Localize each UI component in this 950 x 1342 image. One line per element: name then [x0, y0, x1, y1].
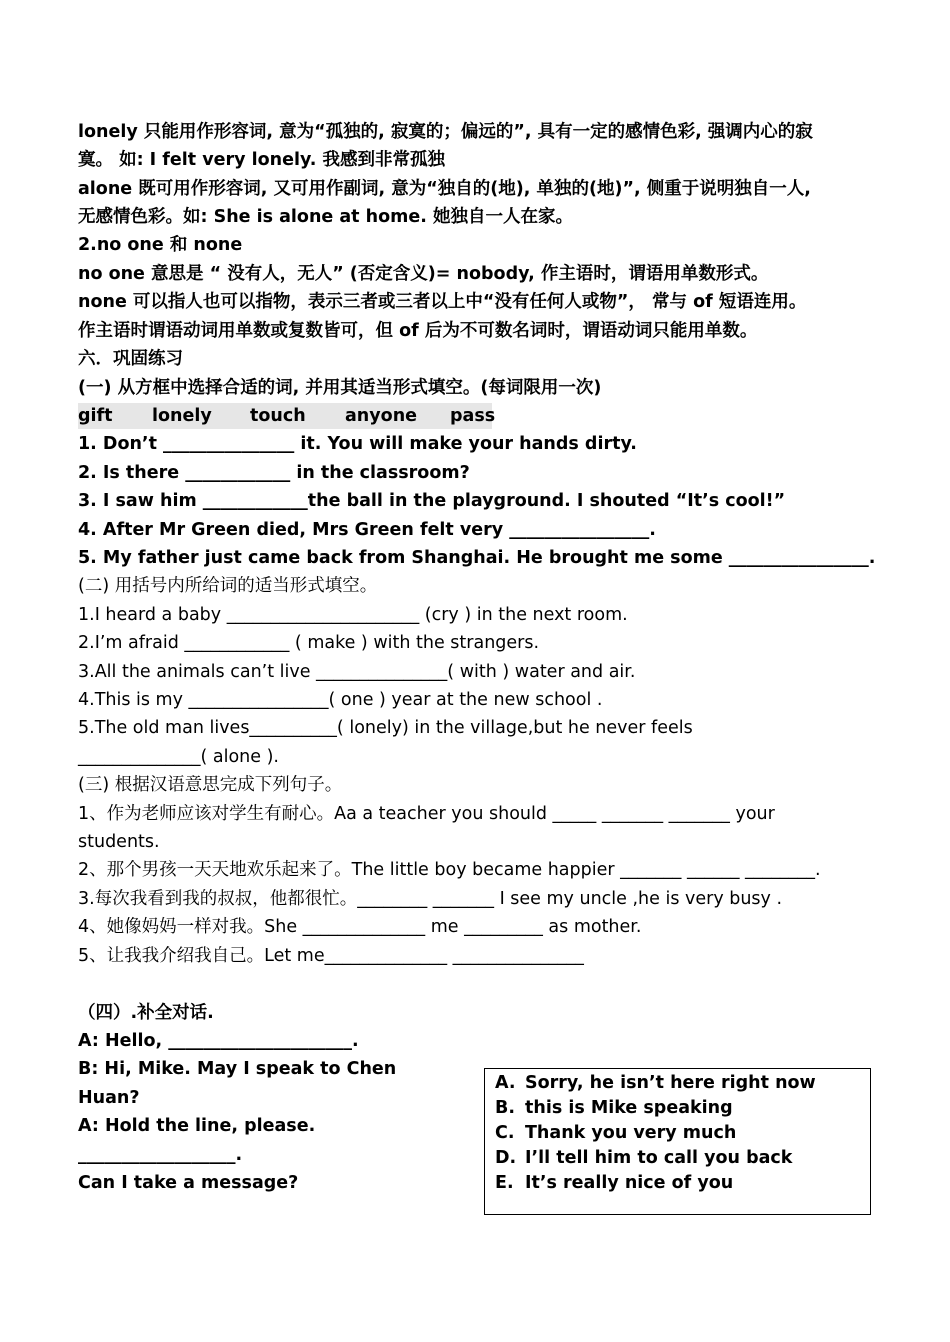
word-bank — [78, 403, 496, 429]
option-b — [495, 1096, 733, 1121]
note-noone-line: no one 意思是 “ 没有人，无人” (否定含义)= nobody, 作主语时，谓语用单数形式。 — [78, 264, 769, 284]
note-none-line-1: none 可以指人也可以指物，表示三者或三者以上中“没有任何人或物”， 常与 of 短语连用。 — [78, 292, 807, 312]
section-6-title: 六．巩固练习 — [78, 349, 183, 369]
part-2-question: 4.This is my ________________( one ) year at the new school . — [78, 690, 603, 710]
option-text: It’s really nice of you — [525, 1173, 734, 1193]
part-3-question-continuation: students. — [78, 832, 160, 852]
option-key: C. — [495, 1123, 515, 1143]
option-a — [495, 1071, 816, 1096]
part-1-question: 4. After Mr Green died, Mrs Green felt very ________________. — [78, 520, 656, 540]
word-bank-item: lonely — [152, 406, 212, 426]
part-1-question: 2. Is there ____________ in the classroom? — [78, 463, 470, 483]
dialogue-line: Huan? — [78, 1088, 140, 1108]
part-3-question: 4、她像妈妈一样对我。She ______________ me _________ as mother. — [78, 917, 642, 937]
option-text: this is Mike speaking — [525, 1098, 733, 1118]
option-text: I’ll tell him to call you back — [525, 1148, 793, 1168]
part-3-question: 5、让我我介绍我自己。Let me______________ _______________ — [78, 946, 584, 966]
dialogue-line: B: Hi, Mike. May I speak to Chen — [78, 1059, 397, 1079]
option-key: D. — [495, 1148, 517, 1168]
part-4-title: （四）.补全对话. — [78, 1003, 214, 1023]
part-1-question: 1. Don’t _______________ it. You will make your hands dirty. — [78, 434, 637, 454]
option-c — [495, 1121, 736, 1146]
dialogue-line: A: Hello, _____________________. — [78, 1031, 359, 1051]
part-3-question: 2、那个男孩一天天地欢乐起来了。The little boy became happier _______ ______ ________. — [78, 860, 821, 880]
note-noone-heading: 2.no one 和 none — [78, 235, 243, 255]
option-e — [495, 1171, 733, 1196]
note-alone-line-2: 无感情色彩。如: She is alone at home. 她独自一人在家。 — [78, 207, 573, 227]
part-2-instruction: (二) 用括号内所给词的适当形式填空。 — [78, 576, 378, 596]
option-d — [495, 1146, 792, 1171]
part-3-instruction: (三) 根据汉语意思完成下列句子。 — [78, 775, 343, 795]
option-key: A. — [495, 1073, 516, 1093]
part-1-question: 3. I saw him ____________the ball in the playground. I shouted “It’s cool!” — [78, 491, 786, 511]
option-key: B. — [495, 1098, 515, 1118]
word-bank-item: pass — [450, 406, 496, 426]
part-2-question: 5.The old man lives__________( lonely) in the village,but he never feels — [78, 718, 693, 738]
word-bank-item: touch — [250, 406, 306, 426]
part-3-question: 3.每次我看到我的叔叔，他都很忙。________ _______ I see my uncle ,he is very busy . — [78, 889, 783, 909]
part-2-question: 3.All the animals can’t live _______________( with ) water and air. — [78, 662, 636, 682]
word-bank-item: gift — [78, 406, 113, 426]
word-bank-item: anyone — [345, 406, 418, 426]
option-text: Sorry, he isn’t here right now — [525, 1073, 816, 1093]
part-3-question: 1、作为老师应该对学生有耐心。Aa a teacher you should _____ _______ _______ your — [78, 804, 775, 824]
options-box — [484, 1068, 871, 1215]
part-2-question: 1.I heard a baby ______________________ (cry ) in the next room. — [78, 605, 628, 625]
option-text: Thank you very much — [525, 1123, 737, 1143]
note-lonely-line-2: 寞。 如: I felt very lonely. 我感到非常孤独 — [78, 150, 446, 170]
part-2-question: 2.I’m afraid ____________ ( make ) with the strangers. — [78, 633, 540, 653]
dialogue-line: __________________. — [78, 1145, 243, 1165]
dialogue-line: A: Hold the line, please. — [78, 1116, 316, 1136]
note-none-line-2: 作主语时谓语动词用单数或复数皆可，但 of 后为不可数名词时，谓语动词只能用单数。 — [78, 321, 758, 341]
note-lonely-line-1: lonely 只能用作形容词, 意为“孤独的, 寂寞的；偏远的”, 具有一定的感情色彩, 强调内心的寂 — [78, 122, 813, 142]
part-1-question: 5. My father just came back from Shanghai. He brought me some ________________. — [78, 548, 876, 568]
dialogue-line: Can I take a message? — [78, 1173, 299, 1193]
part-1-instruction: (一) 从方框中选择合适的词, 并用其适当形式填空。(每词限用一次) — [78, 378, 602, 398]
option-key: E. — [495, 1173, 514, 1193]
part-2-question-continuation: ______________( alone ). — [78, 747, 279, 767]
note-alone-line-1: alone 既可用作形容词, 又可用作副词, 意为“独自的(地), 单独的(地)”, 侧重于说明独自一人, — [78, 179, 811, 199]
